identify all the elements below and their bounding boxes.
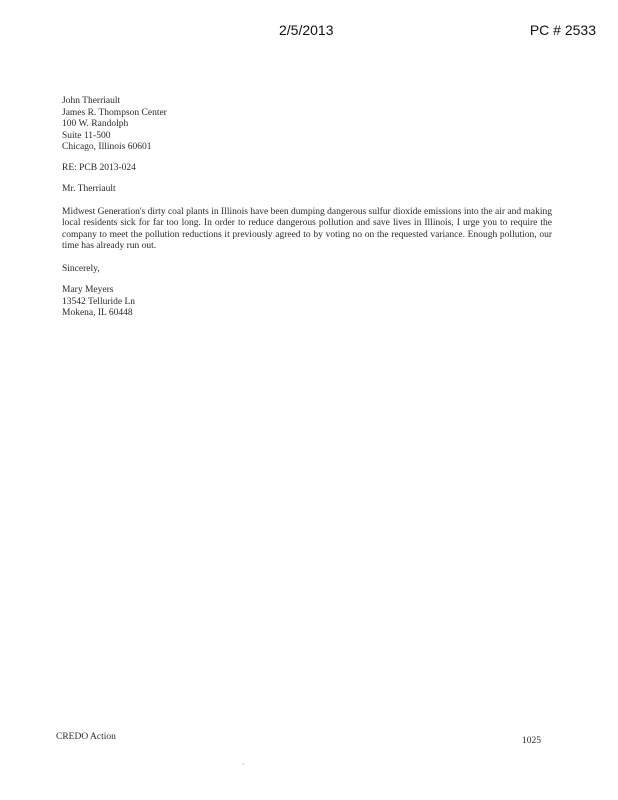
footer-page-number: 1025 bbox=[522, 736, 541, 746]
closing: Sincerely, bbox=[62, 263, 100, 274]
letter-paragraph: Midwest Generation's dirty coal plants in Illinois have been dumping dangerous sulfur dioxide emissions into the air and making local residents sick for far too long. In order to reduce dangerous pollution and save lives in Illinois, I urge you to require the company to meet the pollution reductions it previously agreed to by voting no on the requested variance. Enough pollution, our time has already run out. bbox=[62, 206, 552, 251]
recipient-suite: Suite 11-500 bbox=[62, 130, 111, 141]
recipient-city: Chicago, Illinois 60601 bbox=[62, 142, 152, 152]
letter-body-container bbox=[62, 96, 552, 329]
stamp-date: 2/5/2013 bbox=[279, 22, 334, 38]
public-comment-number: PC # 2533 bbox=[529, 22, 596, 38]
sender-address bbox=[62, 285, 552, 320]
sender-name: Mary Meyers bbox=[62, 285, 114, 295]
sender-street: 13542 Telluride Ln bbox=[62, 296, 136, 307]
recipient-name: John Therriault bbox=[62, 96, 121, 106]
re-line: RE: PCB 2013-024 bbox=[62, 162, 136, 173]
footer-organization: CREDO Action bbox=[56, 732, 116, 742]
recipient-address bbox=[62, 96, 552, 154]
recipient-street: 100 W. Randolph bbox=[62, 119, 129, 129]
scan-mark: · bbox=[242, 760, 245, 769]
recipient-building: James R. Thompson Center bbox=[62, 107, 167, 118]
sender-city: Mokena, IL 60448 bbox=[62, 308, 133, 318]
salutation: Mr. Therriault bbox=[62, 184, 116, 194]
